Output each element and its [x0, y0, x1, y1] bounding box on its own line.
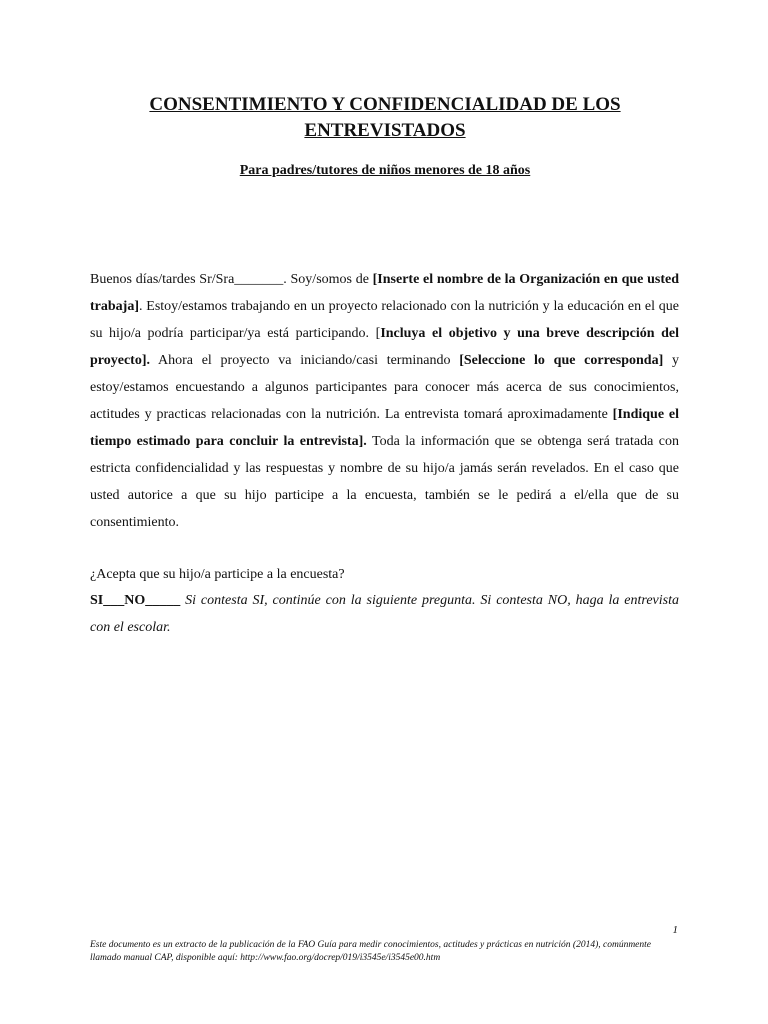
paragraph-text-5: Toda la información que se obtenga será tratada con estricta confidencialidad y las respuestas y nombre de su hijo/a jamás serán revelados. En el caso que usted autorice a que su hijo participe a la encuesta, también se le pedirá a el/ella que de su consentimiento.: [90, 434, 679, 530]
consent-paragraph: [90, 266, 679, 536]
document-title: CONSENTIMIENTO Y CONFIDENCIALIDAD DE LOS ENTREVISTADOS: [149, 94, 621, 141]
page-number: 1: [672, 924, 678, 936]
consent-question: ¿Acepta que su hijo/a participe a la encuesta?: [90, 567, 345, 582]
placeholder-organization: [Inserte el nombre de la Organización en que usted trabaja]: [90, 272, 679, 314]
paragraph-text-3: Ahora el proyecto va iniciando/casi terminando: [150, 353, 460, 368]
placeholder-interview-time: [Indique el tiempo estimado para concluir la entrevista].: [90, 407, 679, 449]
footnote: Este documento es un extracto de la publicación de la FAO Guía para medir conocimientos, actitudes y prácticas en nutrición (2014), comúnmente llamado manual CAP, disponible aquí: http://www.fao.org/docrep/019/i3545e/i3545e00.htm: [90, 940, 652, 963]
answer-options: SI___NO_____: [90, 593, 181, 608]
answer-line: [90, 587, 679, 641]
placeholder-project-description: Incluya el objetivo y una breve descripción del proyecto].: [90, 326, 679, 368]
paragraph-text-1: Buenos días/tardes Sr/Sra_______. Soy/somos de: [90, 272, 373, 287]
paragraph-text-2: . Estoy/estamos trabajando en un proyecto relacionado con la nutrición y la educación en el que su hijo/a podría participar/ya está participando. [: [90, 299, 679, 341]
document-subtitle: Para padres/tutores de niños menores de 18 años: [239, 163, 531, 178]
placeholder-project-stage: [Seleccione lo que corresponda]: [459, 353, 664, 368]
paragraph-text-4: y estoy/estamos encuestando a algunos participantes para conocer más acerca de sus conocimientos, actitudes y practicas relacionadas con la nutrición. La entrevista tomará aproximadamente: [90, 353, 679, 422]
answer-instruction: Si contesta SI, continúe con la siguiente pregunta. Si contesta NO, haga la entrevista con el escolar.: [90, 593, 679, 635]
